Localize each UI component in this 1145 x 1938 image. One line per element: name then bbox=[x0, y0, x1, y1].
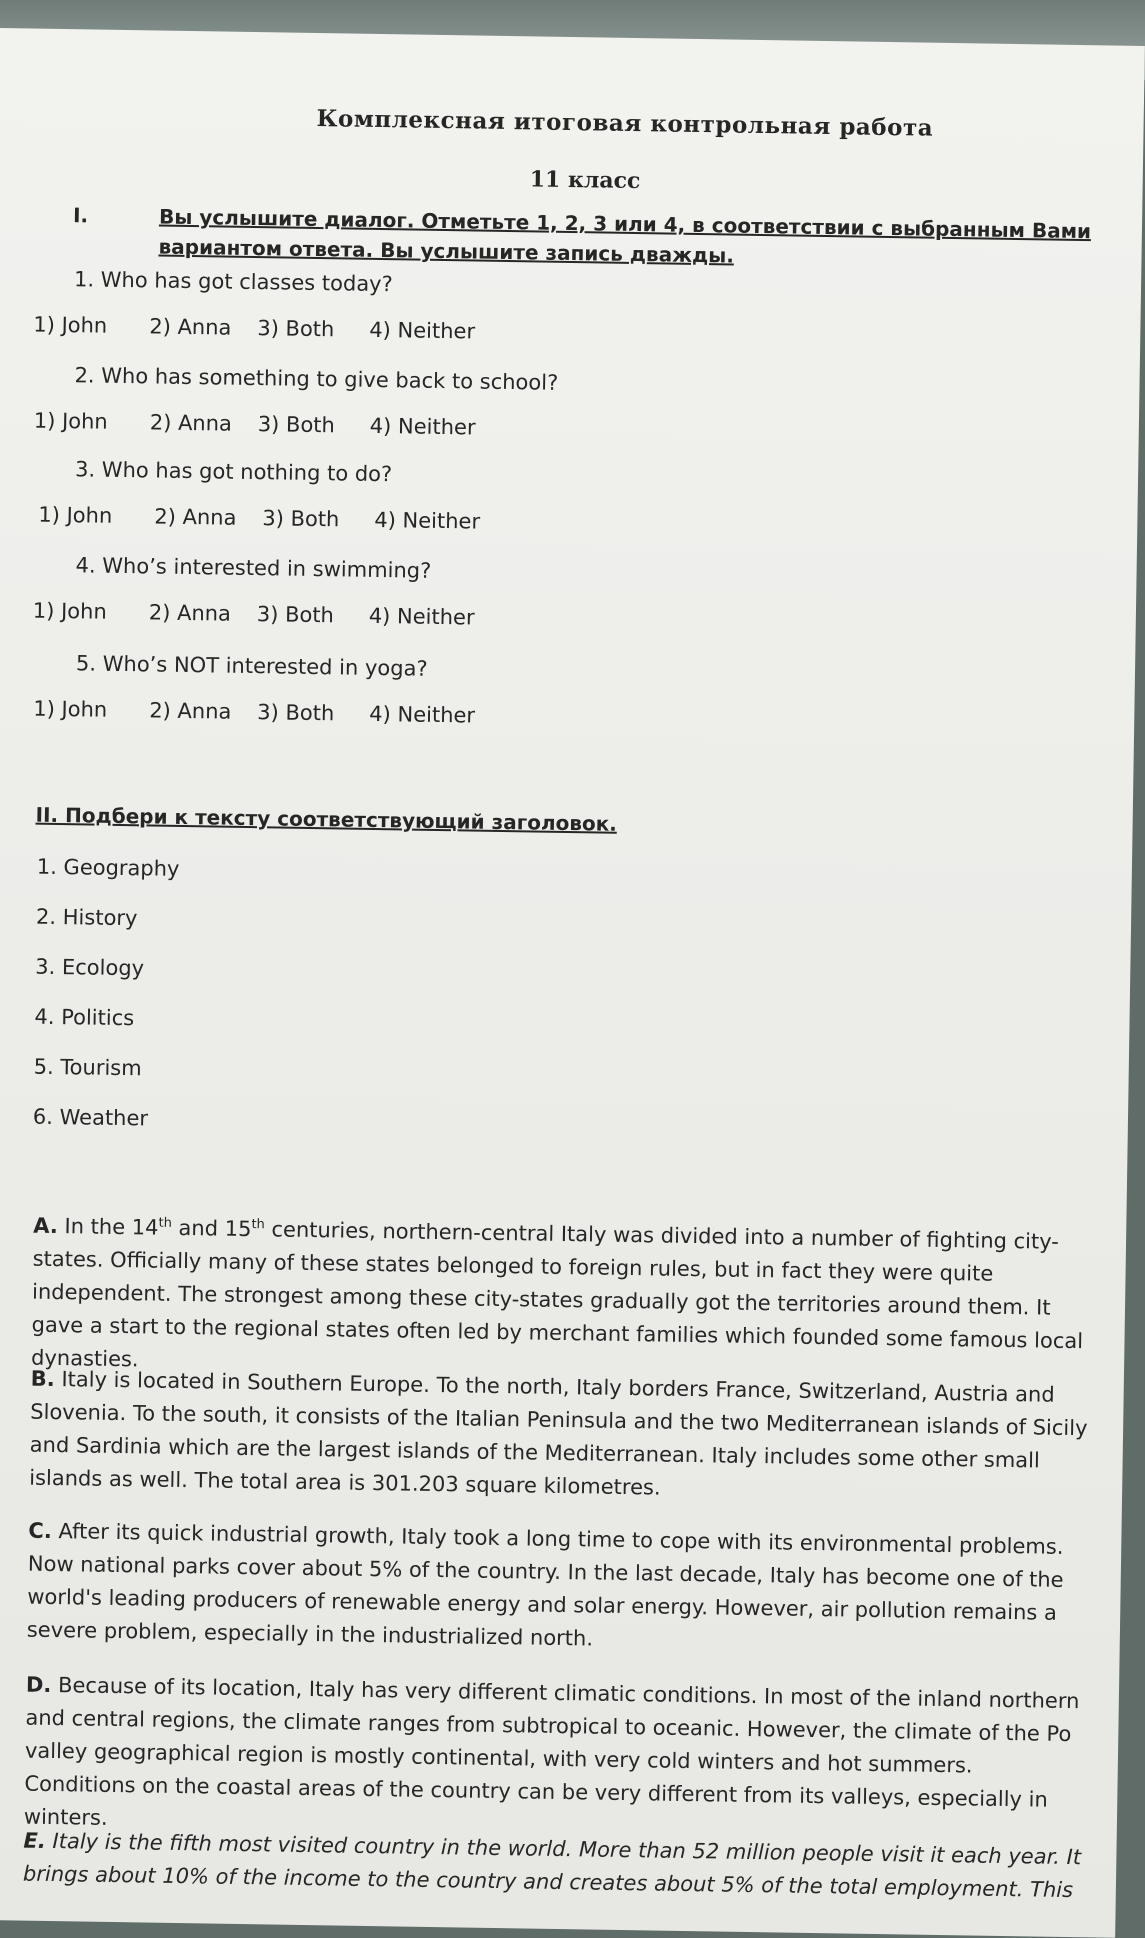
section2-instruction: II. Подбери к тексту соответствующий заголовок. bbox=[35, 802, 618, 836]
text-d: D. Because of its location, Italy has very different climatic conditions. In most of the inland northern and central regions, the climate ranges from subtropical to oceanic. However, the climate of the Po valley geographical region is mostly continental, with very cold winters and hot summers. Conditions on the coastal areas of the country can be very different from its valleys, especially in winters. bbox=[23, 1672, 1080, 1830]
text-c: C. After its quick industrial growth, Italy took a long time to cope with its environmental problems. Now national parks cover about 5% of the country. In the last decade, Italy has become one of the world's leading producers of renewable energy and solar energy. However, air pollution remains a severe problem, especially in the industrialized north. bbox=[26, 1518, 1064, 1651]
option-both: 3) Both bbox=[262, 506, 340, 532]
text-e-label: E. bbox=[23, 1828, 47, 1853]
option-john: 1) John bbox=[32, 598, 107, 624]
option-john: 1) John bbox=[38, 502, 113, 528]
option-john: 1) John bbox=[33, 408, 108, 434]
text-c-label: C. bbox=[28, 1518, 52, 1543]
option-john: 1) John bbox=[33, 312, 108, 338]
heading-option-history: 2. History bbox=[35, 904, 138, 931]
option-neither: 4) Neither bbox=[369, 317, 476, 344]
heading-option-geography: 1. Geography bbox=[36, 854, 180, 881]
section1-number: I. bbox=[72, 203, 89, 228]
question-4-options bbox=[33, 599, 475, 630]
option-anna: 2) Anna bbox=[149, 314, 232, 340]
heading-option-tourism: 5. Tourism bbox=[33, 1054, 142, 1081]
text-a: A. In the 14th and 15th centuries, northern-central Italy was divided into a number of fighting city-states. Officially many of these states belonged to foreign rules, but in fact they were quite independent. The strongest among these city-states gradually got the territories around them. It gave a start to the regional states often led by merchant families which founded some famous local dynasties. bbox=[30, 1213, 1084, 1372]
option-neither: 4) Neither bbox=[368, 603, 475, 630]
heading-option-weather: 6. Weather bbox=[32, 1104, 149, 1131]
question-4: 4. Who’s interested in swimming? bbox=[75, 553, 432, 583]
worksheet-page bbox=[0, 28, 1145, 1938]
text-b-label: B. bbox=[30, 1366, 55, 1392]
section1-instruction-line2: вариантом ответа. Вы услышите запись дважды. bbox=[158, 234, 735, 268]
question-5: 5. Who’s NOT interested in yoga? bbox=[75, 651, 428, 681]
option-neither: 4) Neither bbox=[374, 507, 481, 534]
heading-option-politics: 4. Politics bbox=[34, 1004, 135, 1031]
option-both: 3) Both bbox=[256, 602, 335, 628]
question-2: 2. Who has something to give back to school? bbox=[74, 363, 559, 395]
option-neither: 4) Neither bbox=[369, 413, 476, 440]
text-a-label: A. bbox=[33, 1213, 59, 1239]
heading-option-ecology: 3. Ecology bbox=[35, 954, 145, 981]
text-b: B. Italy is located in Southern Europe. To the north, Italy borders France, Switzerland, Austria and Slovenia. To the south, it consists of the Italian Peninsula and the two Mediterranean islands of Sicily and Sardinia which are the largest islands of the Mediterranean. Italy includes some other small islands as well. The total area is 301.203 square kilometres. bbox=[29, 1366, 1088, 1500]
question-2-options bbox=[34, 409, 476, 440]
option-anna: 2) Anna bbox=[148, 600, 232, 626]
section1-instruction-line1: Вы услышите диалог. Отметьте 1, 2, 3 или 4, в соответствии с выбранным Вами bbox=[158, 204, 1092, 244]
option-both: 3) Both bbox=[257, 316, 335, 342]
grade-label: 11 класс bbox=[529, 166, 641, 195]
option-neither: 4) Neither bbox=[369, 701, 476, 728]
question-3: 3. Who has got nothing to do? bbox=[74, 457, 393, 487]
text-d-label: D. bbox=[25, 1672, 52, 1698]
option-anna: 2) Anna bbox=[149, 698, 232, 724]
question-1: 1. Who has got classes today? bbox=[73, 267, 393, 297]
question-3-options bbox=[38, 503, 480, 534]
option-anna: 2) Anna bbox=[154, 504, 237, 530]
option-john: 1) John bbox=[33, 696, 108, 722]
option-both: 3) Both bbox=[257, 412, 336, 438]
text-e: E. Italy is the fifth most visited country in the world. More than 52 million people visit it each year. It brings about 10% of the income to the country and creates about 5% of the total employment. This bbox=[22, 1828, 1082, 1903]
question-1-options bbox=[33, 313, 475, 344]
option-both: 3) Both bbox=[257, 700, 335, 726]
document-title: Комплексная итоговая контрольная работа bbox=[316, 104, 934, 142]
option-anna: 2) Anna bbox=[149, 410, 233, 436]
question-5-options bbox=[33, 697, 475, 728]
